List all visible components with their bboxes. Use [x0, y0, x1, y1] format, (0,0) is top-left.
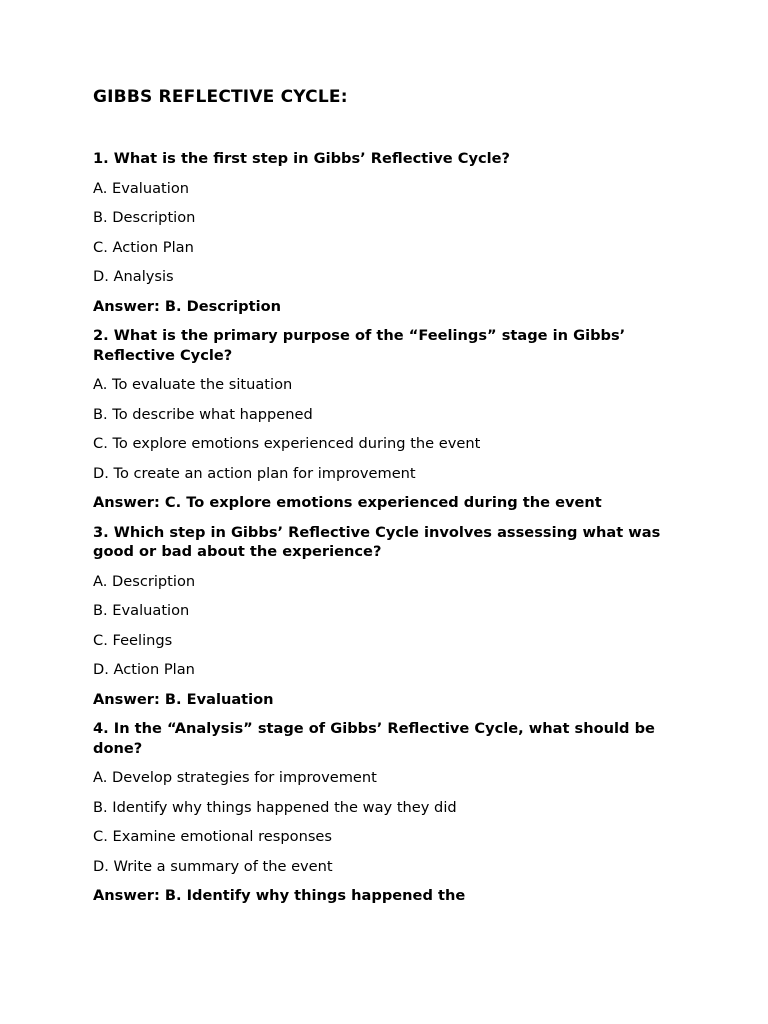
question-1-option-c: C. Action Plan [93, 238, 194, 256]
question-4-answer: Answer: B. Identify why things happened the [93, 887, 466, 904]
question-3-option-a: A. Description [93, 572, 196, 590]
document-title: GIBBS REFLECTIVE CYCLE: [93, 87, 348, 107]
question-3-option-c: C. Feelings [93, 631, 173, 649]
question-3-option-d: D. Action Plan [93, 661, 195, 678]
question-2: 2. What is the primary purpose of the “Feelings” stage in Gibbs’ Reflective Cycle? [93, 327, 626, 364]
question-4-option-b: B. Identify why things happened the way they did [93, 798, 457, 816]
question-1-answer: Answer: B. Description [93, 297, 282, 315]
question-1: 1. What is the first step in Gibbs’ Reflective Cycle? [93, 150, 510, 167]
question-2-option-d: D. To create an action plan for improvement [93, 464, 416, 482]
question-3: 3. Which step in Gibbs’ Reflective Cycle involves assessing what was good or bad about the experience? [93, 523, 661, 560]
question-1-option-b: B. Description [93, 209, 196, 226]
question-1-option-d: D. Analysis [93, 268, 174, 285]
question-2-option-b: B. To describe what happened [93, 405, 313, 423]
question-4-option-c: C. Examine emotional responses [93, 828, 333, 845]
question-4: 4. In the “Analysis” stage of Gibbs’ Reflective Cycle, what should be done? [93, 720, 655, 757]
question-4-option-a: A. Develop strategies for improvement [93, 769, 377, 786]
question-2-answer: Answer: C. To explore emotions experienced during the event [93, 494, 602, 511]
question-4-option-d: D. Write a summary of the event [93, 857, 333, 875]
question-2-option-a: A. To evaluate the situation [93, 376, 293, 393]
document-content [93, 86, 683, 916]
question-3-answer: Answer: B. Evaluation [93, 690, 274, 708]
question-3-option-b: B. Evaluation [93, 602, 190, 619]
question-2-option-c: C. To explore emotions experienced during the event [93, 435, 481, 452]
question-1-option-a: A. Evaluation [93, 179, 190, 197]
